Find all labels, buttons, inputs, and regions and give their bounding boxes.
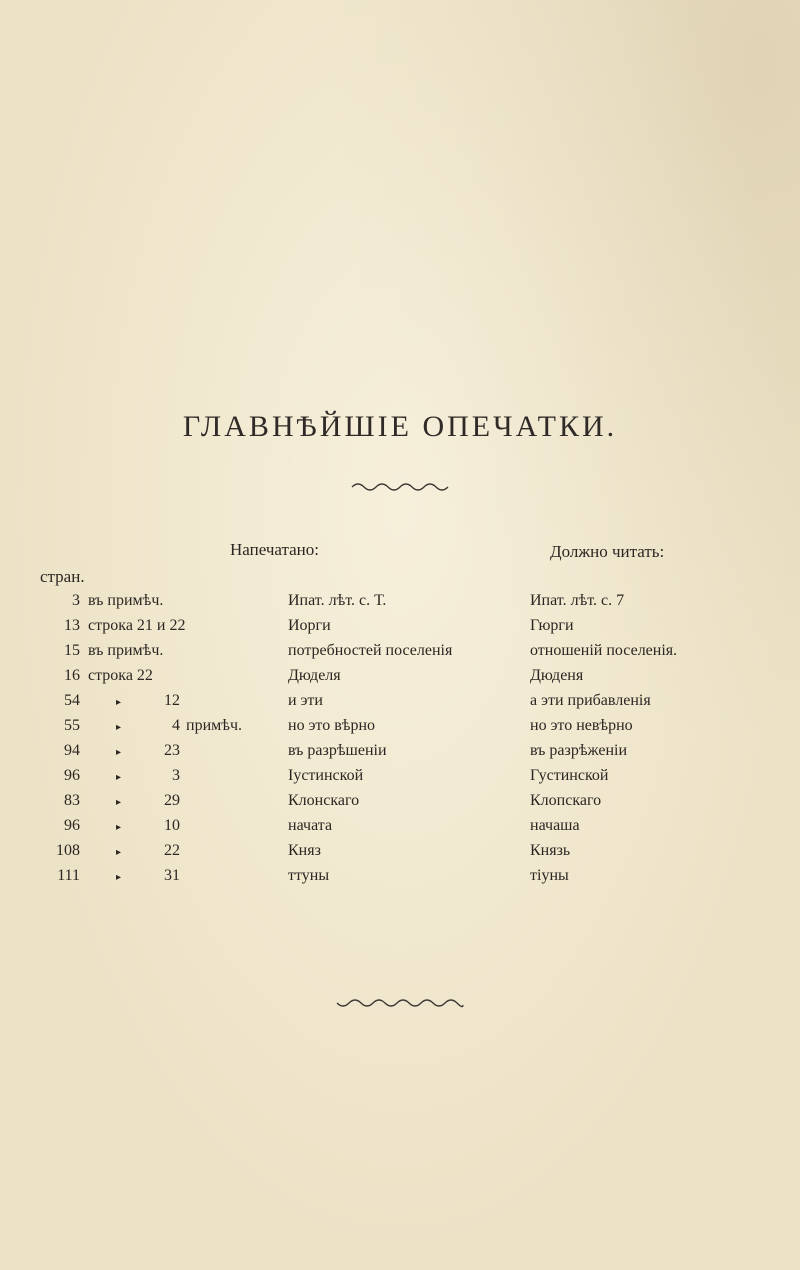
errata-list xyxy=(0,590,800,890)
ornament-bottom xyxy=(0,996,800,1015)
errata-row xyxy=(0,740,800,765)
errata-row xyxy=(0,715,800,740)
row-printed: и эти xyxy=(288,692,323,709)
errata-row xyxy=(0,640,800,665)
row-page: 94 xyxy=(64,742,80,759)
row-should-read: Гюрги xyxy=(530,617,574,634)
ditto-mark: ▸ xyxy=(116,797,122,808)
row-printed: въ разрѣшеніи xyxy=(288,742,387,759)
row-location: въ примѣч. xyxy=(88,592,164,609)
row-note: примѣч. xyxy=(186,717,242,734)
row-should-read: тіуны xyxy=(530,867,569,884)
row-page: 55 xyxy=(64,717,80,734)
errata-row xyxy=(0,765,800,790)
row-should-read: Клопскаго xyxy=(530,792,602,809)
row-location: строка 22 xyxy=(88,667,153,684)
row-page: 54 xyxy=(64,692,80,709)
row-printed: ттуны xyxy=(288,867,330,884)
ornament-top xyxy=(0,478,800,497)
row-location: въ примѣч. xyxy=(88,642,164,659)
row-location: строка 21 и 22 xyxy=(88,617,186,634)
row-printed: Иорги xyxy=(288,617,331,634)
row-should-read: Густинской xyxy=(530,767,609,784)
page-title: ГЛАВНѢЙШІЕ ОПЕЧАТКИ. xyxy=(182,410,618,443)
row-line-number: 3 xyxy=(172,767,180,784)
row-should-read: Ипат. лѣт. с. 7 xyxy=(530,592,625,609)
row-page: 96 xyxy=(64,817,80,834)
errata-row xyxy=(0,865,800,890)
errata-row xyxy=(0,690,800,715)
row-line-number: 10 xyxy=(164,817,180,834)
errata-row xyxy=(0,615,800,640)
row-page: 3 xyxy=(72,592,80,609)
errata-row xyxy=(0,790,800,815)
row-line-number: 4 xyxy=(172,717,180,734)
ditto-mark: ▸ xyxy=(116,722,122,733)
row-page: 96 xyxy=(64,767,80,784)
ditto-mark: ▸ xyxy=(116,747,122,758)
errata-row xyxy=(0,815,800,840)
row-line-number: 22 xyxy=(164,842,180,859)
errata-row xyxy=(0,840,800,865)
row-should-read: Дюденя xyxy=(530,667,584,684)
row-line-number: 23 xyxy=(164,742,180,759)
row-page: 15 xyxy=(64,642,80,659)
errata-row xyxy=(0,665,800,690)
row-printed: Княз xyxy=(288,842,321,859)
row-should-read: въ разрѣженіи xyxy=(530,742,628,759)
ditto-mark: ▸ xyxy=(116,822,122,833)
row-page: 111 xyxy=(57,867,80,884)
ditto-mark: ▸ xyxy=(116,872,122,883)
row-page: 16 xyxy=(64,667,80,684)
row-line-number: 29 xyxy=(164,792,180,809)
row-page: 83 xyxy=(64,792,80,809)
ditto-mark: ▸ xyxy=(116,847,122,858)
row-should-read: отношеній поселенія. xyxy=(530,642,678,659)
row-should-read: Князь xyxy=(530,842,571,859)
row-page: 108 xyxy=(56,842,80,859)
row-line-number: 31 xyxy=(164,867,180,884)
row-printed: начата xyxy=(288,817,333,834)
row-should-read: но это невѣрно xyxy=(530,717,633,734)
row-printed: Іустинской xyxy=(288,767,364,784)
page-column-header: стран. xyxy=(40,567,85,586)
row-should-read: а эти прибавленія xyxy=(530,692,651,709)
printed-column-header: Напечатано: xyxy=(230,540,319,559)
row-printed: Клонскаго xyxy=(288,792,360,809)
row-should-read: начаша xyxy=(530,817,580,834)
ditto-mark: ▸ xyxy=(116,697,122,708)
errata-row xyxy=(0,590,800,615)
row-printed: но это вѣрно xyxy=(288,717,376,734)
row-line-number: 12 xyxy=(164,692,180,709)
should-read-column-header: Должно читать: xyxy=(550,542,665,561)
ditto-mark: ▸ xyxy=(116,772,122,783)
row-printed: потребностей поселенія xyxy=(288,642,453,659)
row-printed: Дюделя xyxy=(288,667,341,684)
row-printed: Ипат. лѣт. с. Т. xyxy=(288,592,387,609)
row-page: 13 xyxy=(64,617,80,634)
